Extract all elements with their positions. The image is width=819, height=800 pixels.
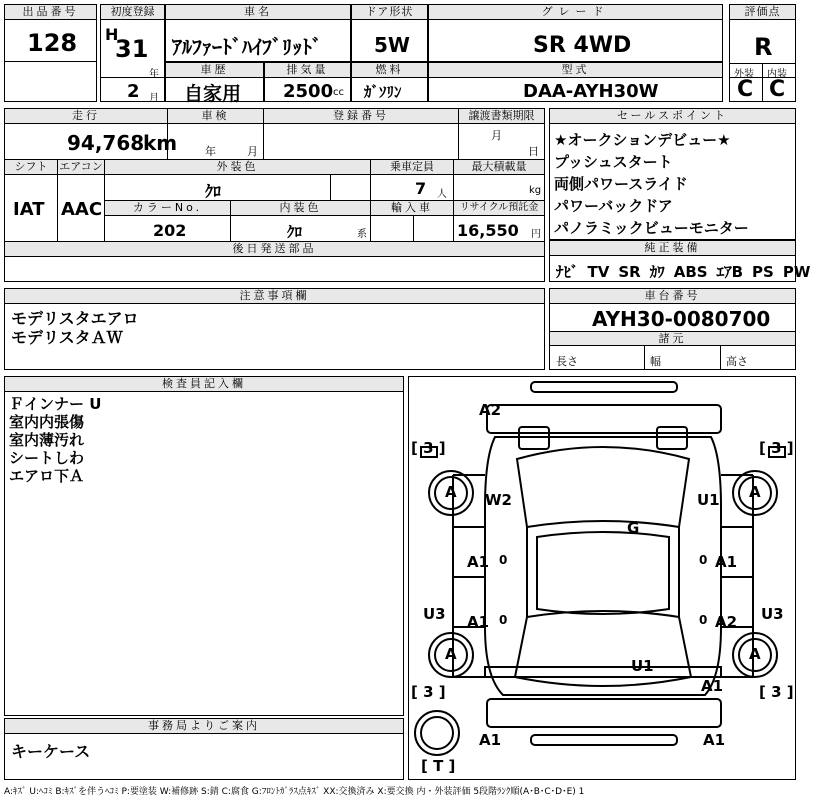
import-header: 輸入車: [371, 201, 453, 216]
label-g: G: [627, 519, 640, 537]
height-label: 高さ: [726, 355, 748, 368]
equipment-item: PW: [782, 263, 811, 281]
mileage-value: 94,768: [67, 131, 145, 155]
label-a2-right: A2: [715, 613, 738, 631]
displacement-value: 2500: [283, 81, 334, 102]
office-header: 事務局よりご案内: [5, 719, 403, 734]
transfer-month-unit: 月: [491, 129, 502, 142]
displacement-header: 排気量: [265, 63, 350, 78]
tire-fr-size: [ 3 ]: [759, 439, 794, 457]
sales-point-item: ★オークションデビュー★: [554, 131, 731, 149]
displacement-box: [264, 62, 351, 102]
door-value: 5W: [374, 33, 410, 57]
sales-points-box: [549, 108, 796, 240]
tire-rl-size: [ 3 ]: [411, 683, 446, 701]
inspector-box: [4, 376, 404, 716]
sales-point-item: パワーバックドア: [554, 197, 673, 215]
inspector-note-item: 室内内張傷: [9, 413, 85, 431]
inspector-note-item: 室内薄汚れ: [9, 431, 85, 449]
model-code-value: DAA-AYH30W: [523, 81, 659, 102]
equipment-item: ABS: [673, 263, 708, 281]
sales-point-item: プッシュスタート: [554, 153, 673, 171]
inspection-month-unit: 月: [247, 145, 258, 158]
recycle-unit: 円: [531, 229, 541, 240]
car-diagram: [408, 376, 796, 780]
car-name-value: ｱﾙﾌｧｰﾄﾞﾊｲﾌﾞﾘｯﾄﾞ: [172, 35, 322, 59]
label-u3-left: U3: [423, 605, 446, 623]
shift-value: IAT: [13, 199, 45, 220]
equipment-item: ｴｱB: [716, 263, 744, 281]
score-header: 評価点: [730, 5, 795, 20]
int-color-header: 内装色: [231, 201, 370, 216]
label-a1-left-1: A1: [467, 553, 490, 571]
aircon-header: エアコン: [59, 160, 103, 173]
year-value: 31: [115, 35, 149, 63]
max-load-unit: kg: [529, 185, 542, 196]
label-a1-bottom-left: A1: [479, 731, 502, 749]
reg-no-header: 登録番号: [264, 109, 458, 124]
tire-fl-size: [ 3 ]: [411, 439, 446, 457]
tire-rr-size: [ 3 ]: [759, 683, 794, 701]
specs-header: 諸元: [550, 331, 795, 346]
length-label: 長さ: [556, 355, 578, 368]
year-unit: 年: [149, 69, 159, 80]
door-box: [351, 4, 428, 62]
grade-box: [428, 4, 723, 62]
model-code-header: 型式: [429, 63, 722, 78]
sales-points-header: セールスポイント: [550, 109, 795, 124]
interior-header: 内装: [767, 69, 787, 80]
aircon-value: AAC: [61, 199, 103, 220]
remarks-list: [11, 309, 139, 347]
mileage-header: 走行: [5, 109, 167, 124]
remark-item: モデリスタＡＷ: [11, 328, 123, 347]
inspector-note-item: Ｆインナー U: [9, 395, 102, 413]
chassis-box: [549, 288, 796, 370]
spare-label: [ T ]: [421, 757, 456, 775]
capacity-unit: 人: [437, 189, 447, 200]
fuel-header: 燃料: [352, 63, 427, 78]
history-header: 車歴: [166, 63, 263, 78]
equipment-item: TV: [587, 263, 610, 281]
equipment-item: ﾅﾋﾞ: [556, 263, 579, 281]
remarks-box: [4, 288, 545, 370]
score-box: [729, 4, 796, 102]
inspection-year-unit: 年: [205, 145, 216, 158]
later-parts-header: 後日発送部品: [5, 242, 544, 257]
lot-no-box: [4, 4, 97, 102]
label-u1-right: U1: [697, 491, 720, 509]
office-value: キーケース: [11, 742, 91, 761]
lot-no-header: 出品番号: [5, 5, 96, 20]
label-a1-right-1: A1: [715, 553, 738, 571]
sales-points-list: [554, 129, 749, 239]
door-header: ドア形状: [352, 5, 427, 20]
history-box: [165, 62, 264, 105]
fuel-value: ｶﾞｿﾘﾝ: [364, 83, 402, 101]
label-u3-right: U3: [761, 605, 784, 623]
exterior-header: 外装: [734, 69, 754, 80]
tire-rl: A: [445, 645, 457, 663]
tire-fl: A: [445, 483, 457, 501]
label-a1-left-2: A1: [467, 613, 490, 631]
exterior-score: C: [737, 77, 754, 102]
recycle-value: 16,550: [457, 221, 519, 240]
zero-2: 0: [699, 553, 708, 567]
equipment-header: 純正装備: [550, 241, 795, 256]
color-no-value: 202: [153, 221, 187, 240]
width-label: 幅: [650, 355, 661, 368]
label-u1-bottom: U1: [631, 657, 654, 675]
label-a2-top: A2: [479, 401, 502, 419]
label-a1-rear-right: A1: [701, 677, 724, 695]
capacity-value: 7: [415, 179, 427, 198]
score-value: R: [754, 33, 773, 61]
ext-color-value: ｸﾛ: [205, 182, 222, 201]
history-value: 自家用: [184, 83, 242, 105]
zero-1: 0: [499, 553, 508, 567]
month-unit: 月: [149, 93, 159, 104]
mileage-unit: km: [143, 131, 178, 155]
car-name-header: 車名: [166, 5, 350, 20]
grade-value: SR 4WD: [533, 33, 632, 58]
tire-rr: A: [749, 645, 761, 663]
inspector-note-item: エアロ下Ａ: [9, 467, 85, 485]
first-reg-header: 初度登録: [101, 5, 164, 20]
label-w2: W2: [485, 491, 512, 509]
inspector-notes: [9, 395, 101, 485]
fuel-box: [351, 62, 428, 102]
zero-4: 0: [699, 613, 708, 627]
displacement-unit: cc: [333, 87, 344, 98]
grade-header: グレード: [429, 5, 722, 20]
car-outline-svg: [409, 377, 797, 781]
shift-header: シフト: [5, 160, 57, 175]
office-box: [4, 718, 404, 780]
equipment-item: ｶﾜ: [649, 263, 665, 281]
inspector-header: 検査員記入欄: [5, 377, 403, 392]
max-load-header: 最大積載量: [454, 160, 544, 175]
transfer-day-unit: 日: [528, 145, 539, 158]
model-code-box: [428, 62, 723, 102]
month-value: 2: [127, 81, 140, 102]
legend: A:ｷｽﾞ U:ﾍｺﾐ B:ｷｽﾞを伴うﾍｺﾐ P:要塗装 W:補修跡 S:錆 C:腐食 G:ﾌﾛﾝﾄｶﾞﾗｽ点ｷｽﾞ XX:交換済み X:要交換 内・外装評価 5段階ﾗﾝｸ順(A･B･C･D･E) 1: [4, 787, 585, 797]
interior-score: C: [769, 77, 786, 102]
remarks-header: 注意事項欄: [5, 289, 544, 304]
chassis-header: 車台番号: [550, 289, 795, 304]
transfer-header: 譲渡書類期限: [459, 109, 544, 124]
int-color-value: ｸﾛ: [287, 223, 303, 241]
capacity-header: 乗車定員: [371, 160, 453, 175]
car-name-box: [165, 4, 351, 62]
sales-point-item: パノラミックビューモニター: [554, 219, 749, 237]
first-reg-box: [100, 4, 165, 102]
chassis-value: AYH30-0080700: [592, 307, 771, 331]
lot-no-value: 128: [27, 29, 78, 57]
recycle-header: リサイクル預託金: [454, 201, 544, 216]
equipment-item: PS: [752, 263, 774, 281]
remark-item: モデリスタエアロ: [11, 309, 139, 328]
equipment-item: SR: [618, 263, 641, 281]
sales-point-item: 両側パワースライド: [554, 175, 688, 193]
label-a1-bottom-right: A1: [703, 731, 726, 749]
int-color-unit: 系: [357, 229, 367, 240]
ext-color-header: 外装色: [105, 160, 370, 175]
zero-3: 0: [499, 613, 508, 627]
tire-fr: A: [749, 483, 761, 501]
info-block: [4, 108, 545, 282]
color-no-header: カラーNo.: [105, 201, 230, 216]
inspector-note-item: シートしわ: [9, 449, 85, 467]
equipment-box: [549, 240, 811, 282]
inspection-header: 車検: [168, 109, 263, 124]
era-value: H: [105, 25, 119, 44]
equipment-list: [556, 261, 819, 282]
